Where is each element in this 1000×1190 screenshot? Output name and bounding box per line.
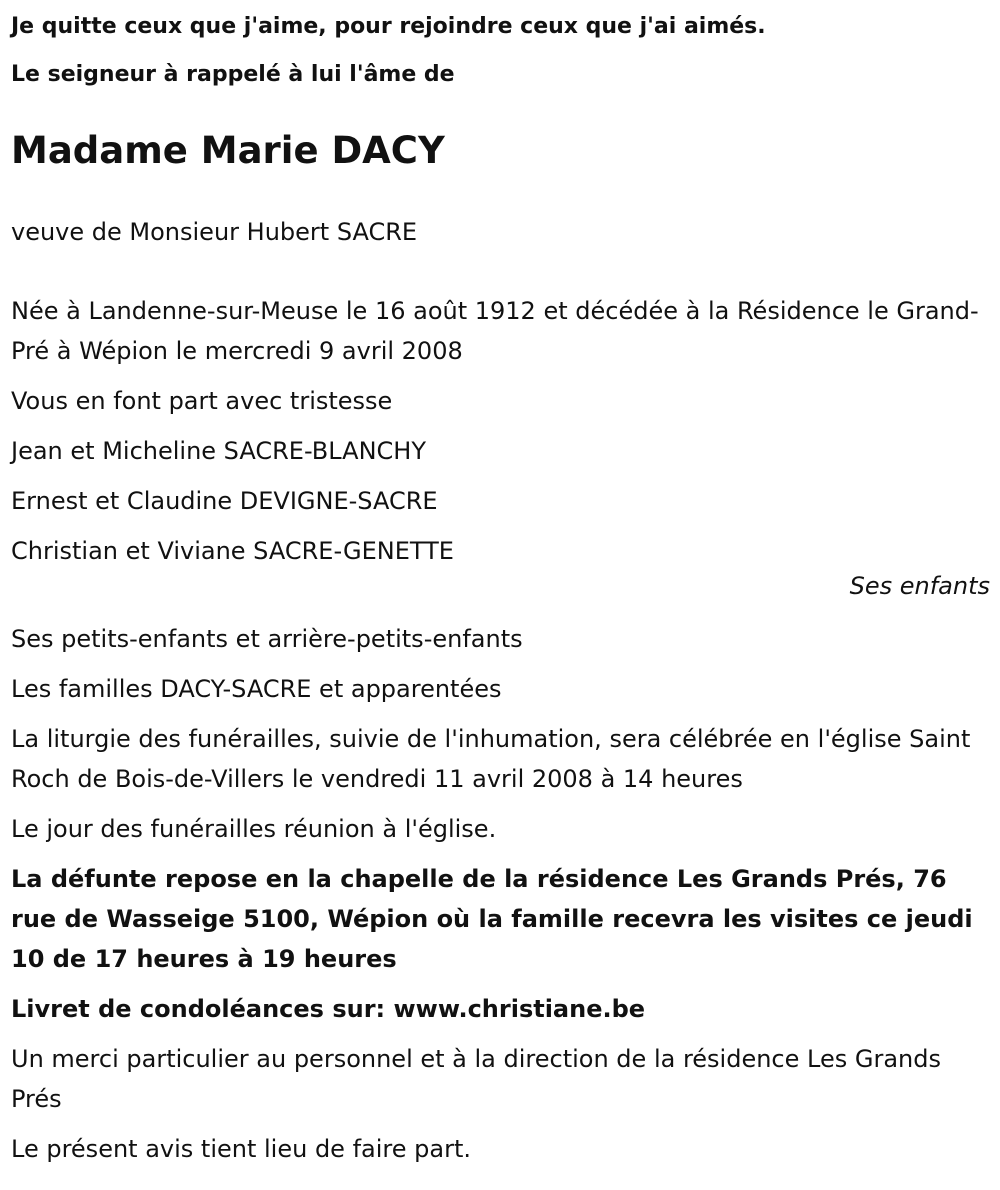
widow-of: veuve de Monsieur Hubert SACRE (11, 218, 418, 246)
birth-death-info: Née à Landenne-sur-Meuse le 16 août 1912 et décédée à la Résidence le Grand-Pré à Wépion le mercredi 9 avril 2008 (11, 297, 979, 365)
repose-info: La défunte repose en la chapelle de la résidence Les Grands Prés, 76 rue de Wasseige 5100, Wépion où la famille recevra les visites ce jeudi 10 de 17 heures à 19 heures (11, 865, 973, 973)
meeting-info: Le jour des funérailles réunion à l'église. (11, 815, 497, 843)
families-line: Les familles DACY-SACRE et apparentées (11, 675, 502, 703)
intro-quote: Je quitte ceux que j'aime, pour rejoindre ceux que j'ai aimés. (11, 14, 766, 39)
condolences-info: Livret de condoléances sur: www.christiane.be (11, 995, 646, 1023)
announcement-line: Vous en font part avec tristesse (11, 387, 393, 415)
child-family: Christian et Viviane SACRE-GENETTE (11, 537, 454, 565)
grandchildren-line: Ses petits-enfants et arrière-petits-enfants (11, 625, 523, 653)
children-list (11, 431, 990, 571)
intro-announcement: Le seigneur à rappelé à lui l'âme de (11, 62, 455, 87)
child-family: Jean et Micheline SACRE-BLANCHY (11, 437, 426, 465)
child-family: Ernest et Claudine DEVIGNE-SACRE (11, 487, 438, 515)
closing-line: Le présent avis tient lieu de faire part. (11, 1135, 471, 1163)
deceased-name: Madame Marie DACY (11, 129, 445, 172)
thanks-line: Un merci particulier au personnel et à la direction de la résidence Les Grands Prés (11, 1045, 941, 1113)
children-label: Ses enfants (849, 572, 990, 600)
liturgy-info: La liturgie des funérailles, suivie de l'inhumation, sera célébrée en l'église Saint Roch de Bois-de-Villers le vendredi 11 avril 2008 à 14 heures (11, 725, 971, 793)
